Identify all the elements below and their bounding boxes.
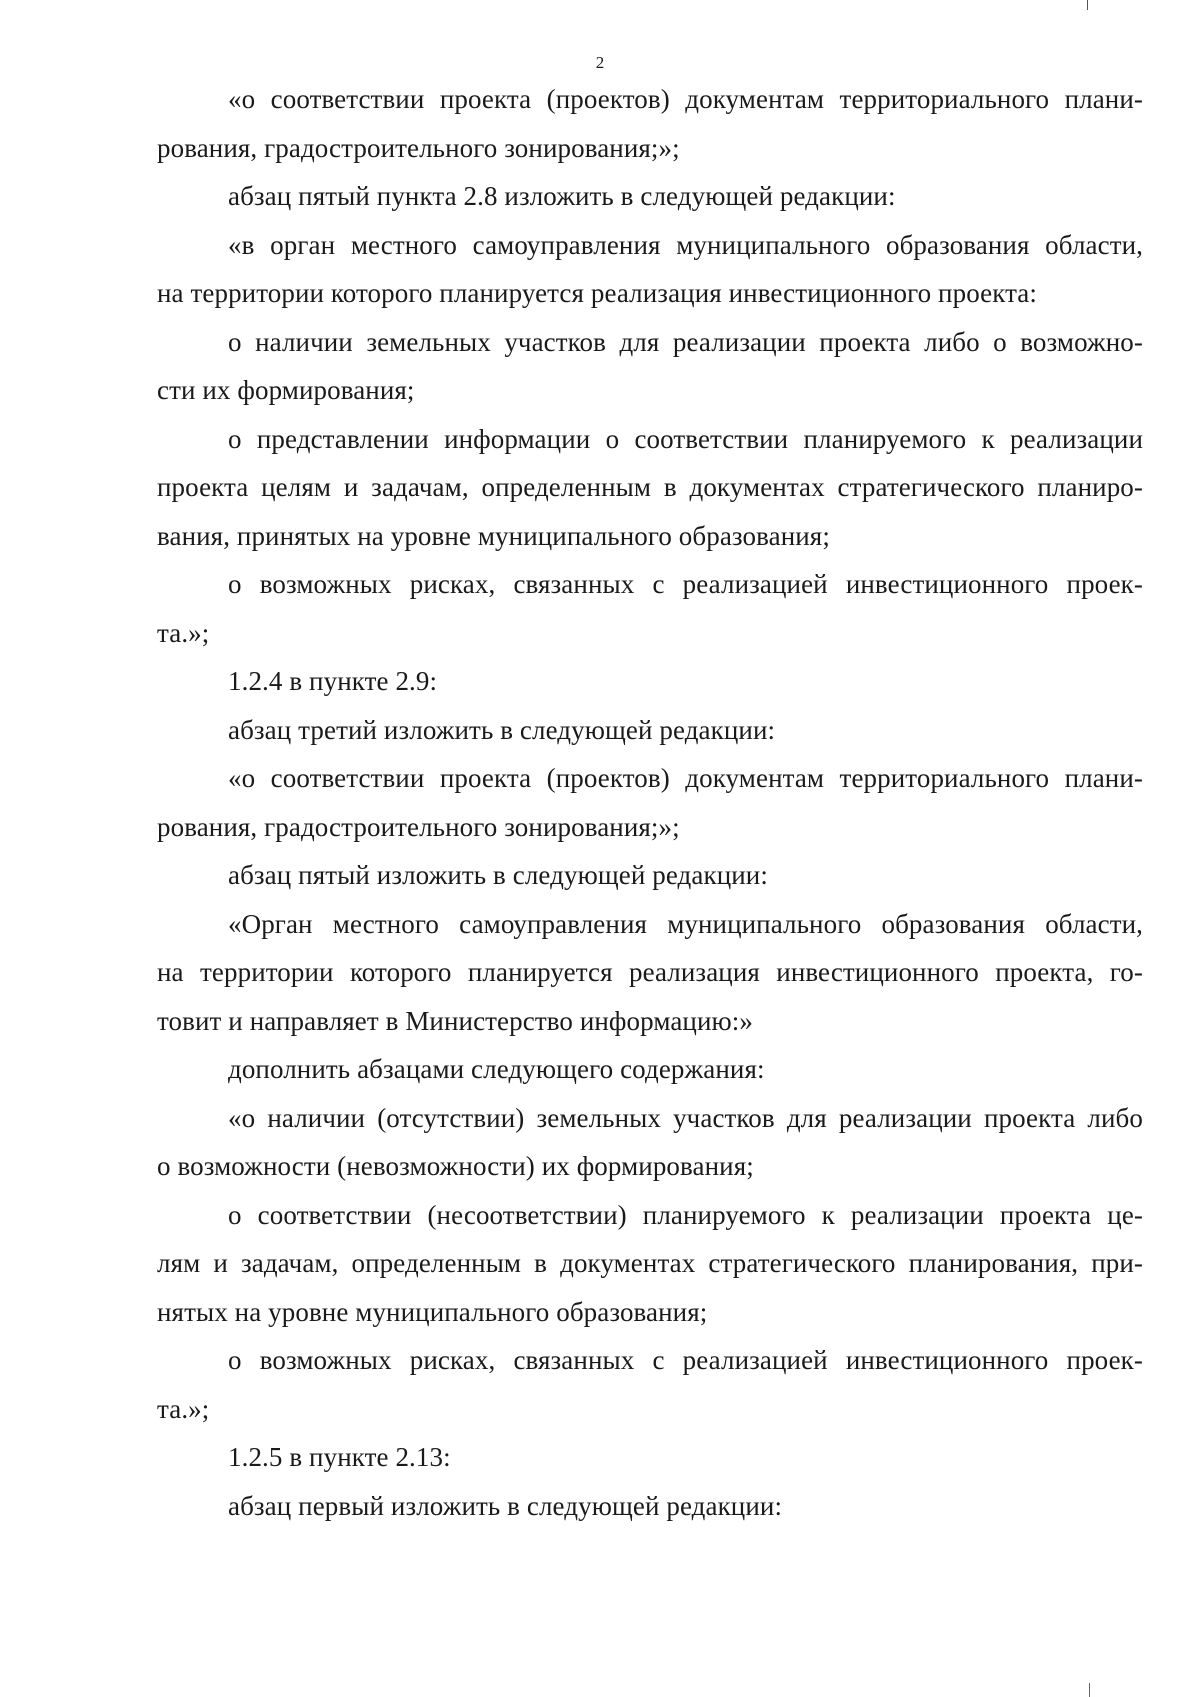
text-line: проекта целям и задачам, определенным в документах стратегического планиро- bbox=[157, 472, 1143, 502]
text-line: о возможности (невозможности) их формирования; bbox=[157, 1151, 754, 1181]
text-line: о возможных рисках, связанных с реализацией инвестиционного проек- bbox=[228, 569, 1143, 599]
text-line: абзац пятый изложить в следующей редакции: bbox=[228, 860, 768, 890]
text-line: сти их формирования; bbox=[157, 375, 415, 405]
text-line: абзац пятый пункта 2.8 изложить в следующей редакции: bbox=[228, 181, 896, 211]
text-line: рования, градостроительного зонирования;»; bbox=[157, 132, 680, 163]
text-line: рования, градостроительного зонирования;»; bbox=[157, 811, 680, 842]
text-line: «в орган местного самоуправления муниципального образования области, bbox=[228, 229, 1143, 260]
text-line: о возможных рисках, связанных с реализацией инвестиционного проек- bbox=[228, 1345, 1143, 1375]
text-line: о наличии земельных участков для реализации проекта либо о возможно- bbox=[228, 326, 1143, 357]
text-line: абзац первый изложить в следующей редакции: bbox=[228, 1490, 783, 1521]
text-line: та.»; bbox=[157, 617, 210, 648]
text-line: 1.2.5 в пункте 2.13: bbox=[228, 1442, 451, 1472]
text-line: 1.2.4 в пункте 2.9: bbox=[228, 666, 438, 696]
text-line: лям и задачам, определенным в документах стратегического планирования, при- bbox=[157, 1248, 1143, 1278]
scan-mark-top bbox=[1087, 0, 1088, 10]
text-line: на территории которого планируется реализация инвестиционного проекта, го- bbox=[157, 957, 1143, 987]
text-line: «о наличии (отсутствии) земельных участков для реализации проекта либо bbox=[228, 1102, 1143, 1133]
text-line: о соответствии (несоответствии) планируемого к реализации проекта це- bbox=[228, 1199, 1143, 1230]
text-line: о представлении информации о соответствии планируемого к реализации bbox=[228, 423, 1143, 454]
document-body bbox=[157, 75, 1143, 1530]
text-line: на территории которого планируется реализация инвестиционного проекта: bbox=[157, 278, 1037, 308]
text-line: абзац третий изложить в следующей редакции: bbox=[228, 714, 776, 745]
scan-mark-bottom bbox=[1089, 1683, 1090, 1697]
text-line: товит и направляет в Министерство информацию:» bbox=[157, 1005, 753, 1036]
text-line: «о соответствии проекта (проектов) документам территориального плани- bbox=[228, 84, 1143, 114]
text-line: нятых на уровне муниципального образования; bbox=[157, 1296, 708, 1327]
page-number: 2 bbox=[595, 53, 605, 72]
text-line: «о соответствии проекта (проектов) документам территориального плани- bbox=[228, 763, 1143, 793]
text-line: «Орган местного самоуправления муниципального образования области, bbox=[228, 908, 1143, 939]
text-line: вания, принятых на уровне муниципального образования; bbox=[157, 520, 830, 551]
text-line: дополнить абзацами следующего содержания: bbox=[228, 1054, 765, 1084]
text-line: та.»; bbox=[157, 1393, 210, 1424]
